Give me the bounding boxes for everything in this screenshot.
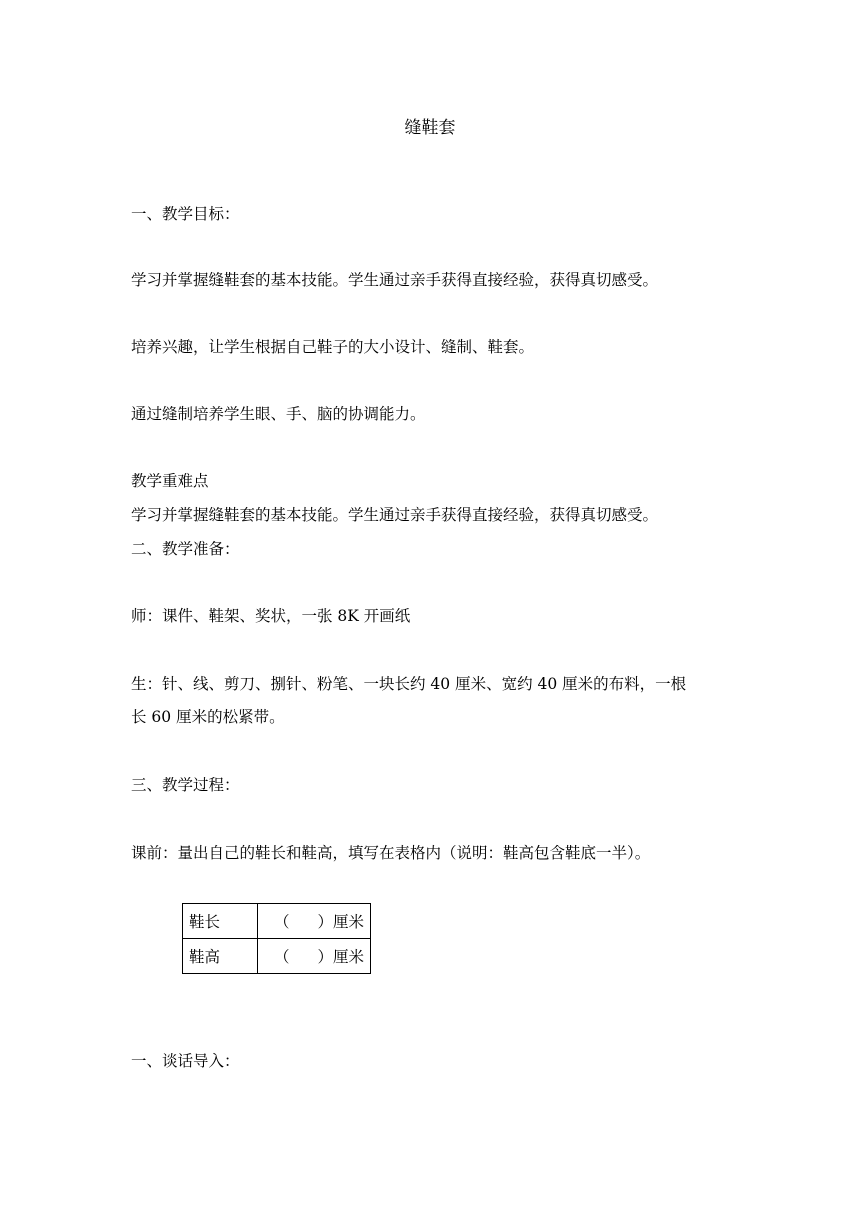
objective-1: 学习并掌握缝鞋套的基本技能。学生通过亲手获得直接经验，获得真切感受。: [131, 271, 659, 289]
objective-2: 培养兴趣，让学生根据自己鞋子的大小设计、缝制、鞋套。: [131, 338, 535, 356]
shoe-length-value[interactable]: [258, 904, 371, 939]
open-paren: （: [273, 913, 290, 931]
shoe-measurement-table: [182, 903, 371, 974]
student-preparation-line-1: 生：针、线、剪刀、捌针、粉笔、一块长约 40 厘米、宽约 40 厘米的布料，一根: [131, 675, 687, 693]
unit-text: ）厘米: [317, 948, 364, 966]
document-title: 缝鞋套: [404, 118, 456, 138]
teacher-preparation: 师：课件、鞋架、奖状，一张 8K 开画纸: [131, 607, 411, 625]
objectives-heading: 一、教学目标：: [131, 205, 240, 223]
shoe-height-label: 鞋高: [183, 939, 258, 974]
intro-heading: 一、谈话导入：: [131, 1052, 240, 1070]
table-row: [183, 939, 371, 974]
before-class-instruction: 课前：量出自己的鞋长和鞋高，填写在表格内（说明：鞋高包含鞋底一半）。: [131, 844, 651, 862]
table-row: [183, 904, 371, 939]
student-preparation-line-2: 长 60 厘米的松紧带。: [131, 708, 285, 726]
key-points-heading: 教学重难点: [131, 472, 209, 490]
process-heading: 三、教学过程：: [131, 776, 240, 794]
key-points-text: 学习并掌握缝鞋套的基本技能。学生通过亲手获得直接经验，获得真切感受。: [131, 506, 659, 524]
shoe-length-label: 鞋长: [183, 904, 258, 939]
shoe-height-value[interactable]: [258, 939, 371, 974]
objective-3: 通过缝制培养学生眼、手、脑的协调能力。: [131, 405, 426, 423]
open-paren: （: [273, 948, 290, 966]
preparation-heading: 二、教学准备：: [131, 540, 240, 558]
unit-text: ）厘米: [317, 913, 364, 931]
